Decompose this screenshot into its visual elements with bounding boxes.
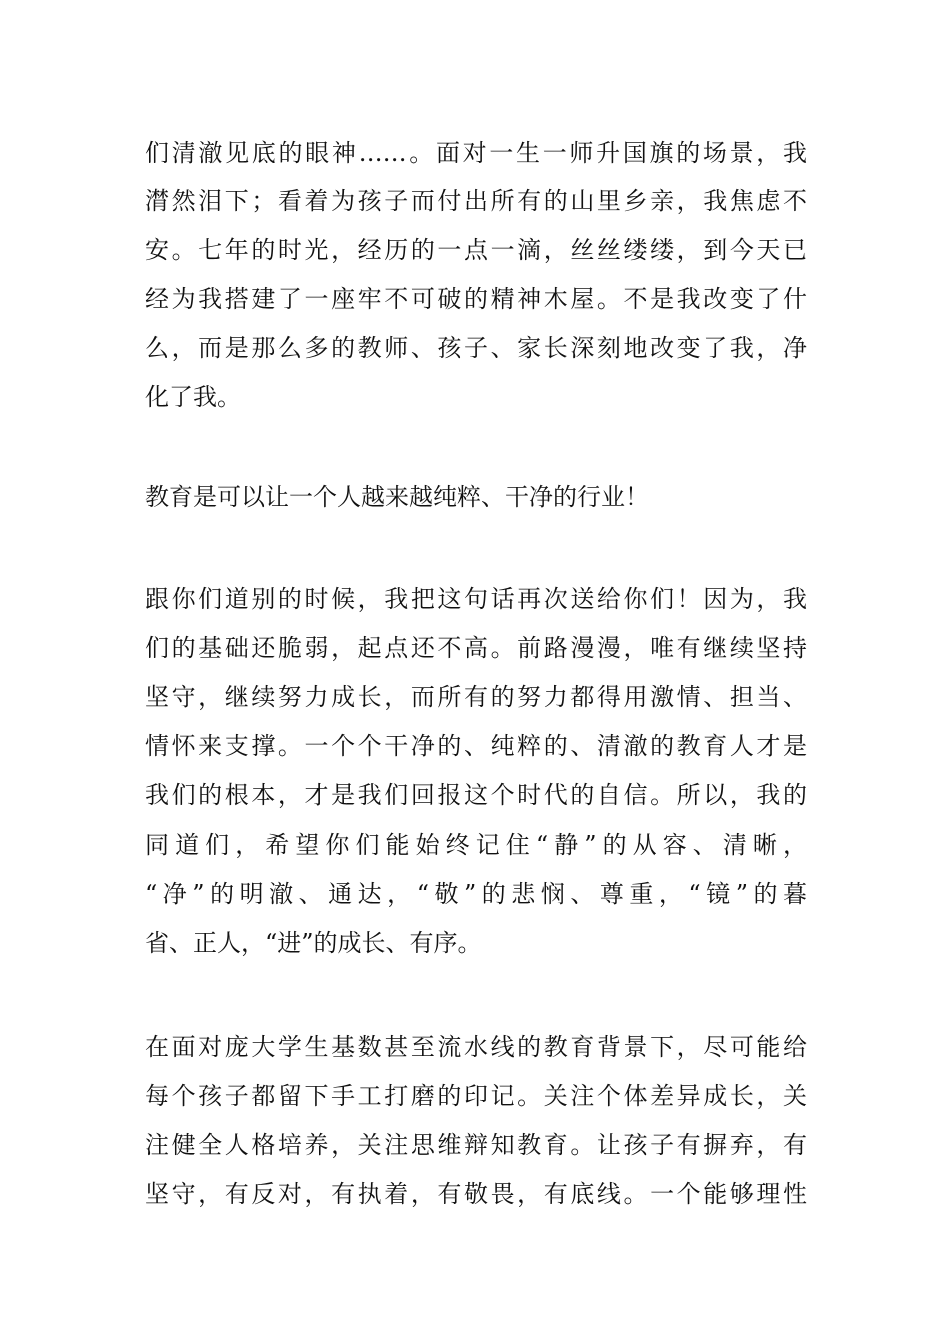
paragraph-4-line-2: 每个孩子都留下手工打磨的印记。关注个体差异成长，关 [145, 1082, 807, 1110]
paragraph-3-line-5: 我们的根本，才是我们回报这个时代的自信。所以，我的 [145, 781, 807, 809]
paragraph-2-line-1: 教育是可以让一个人越来越纯粹、干净的行业！ [145, 483, 649, 511]
paragraph-1-line-2: 潸然泪下；看着为孩子而付出所有的山里乡亲，我焦虑不 [145, 187, 807, 215]
paragraph-3-line-8: 省、正人，“进”的成长、有序。 [145, 929, 482, 957]
paragraph-3-line-4: 情怀来支撑。一个个干净的、纯粹的、清澈的教育人才是 [145, 732, 807, 760]
paragraph-4-line-1: 在面对庞大学生基数甚至流水线的教育背景下，尽可能给 [145, 1033, 807, 1061]
paragraph-3-line-2: 们的基础还脆弱，起点还不高。前路漫漫，唯有继续坚持 [145, 634, 807, 662]
paragraph-1-line-4: 经为我搭建了一座牢不可破的精神木屋。不是我改变了什 [145, 285, 807, 313]
paragraph-4-line-3: 注健全人格培养，关注思维辩知教育。让孩子有摒弃，有 [145, 1131, 807, 1159]
paragraph-4-line-4: 坚守，有反对，有执着，有敬畏，有底线。一个能够理性 [145, 1180, 807, 1208]
paragraph-3-line-3: 坚守，继续努力成长，而所有的努力都得用激情、担当、 [145, 683, 807, 711]
paragraph-3-line-6: 同道们，希望你们能始终记住“静”的从容、清晰， [145, 831, 807, 859]
paragraph-1-line-3: 安。七年的时光，经历的一点一滴，丝丝缕缕，到今天已 [145, 236, 807, 264]
paragraph-1-line-6: 化了我。 [145, 383, 241, 411]
paragraph-1-line-5: 么，而是那么多的教师、孩子、家长深刻地改变了我，净 [145, 334, 807, 362]
paragraph-3-line-1: 跟你们道别的时候，我把这句话再次送给你们！因为，我 [145, 585, 807, 613]
paragraph-1-line-1: 们清澈见底的眼神……。面对一生一师升国旗的场景，我 [145, 139, 807, 167]
paragraph-3-line-7: “净”的明澈、通达，“敬”的悲悯、尊重，“镜”的暮 [145, 880, 807, 908]
